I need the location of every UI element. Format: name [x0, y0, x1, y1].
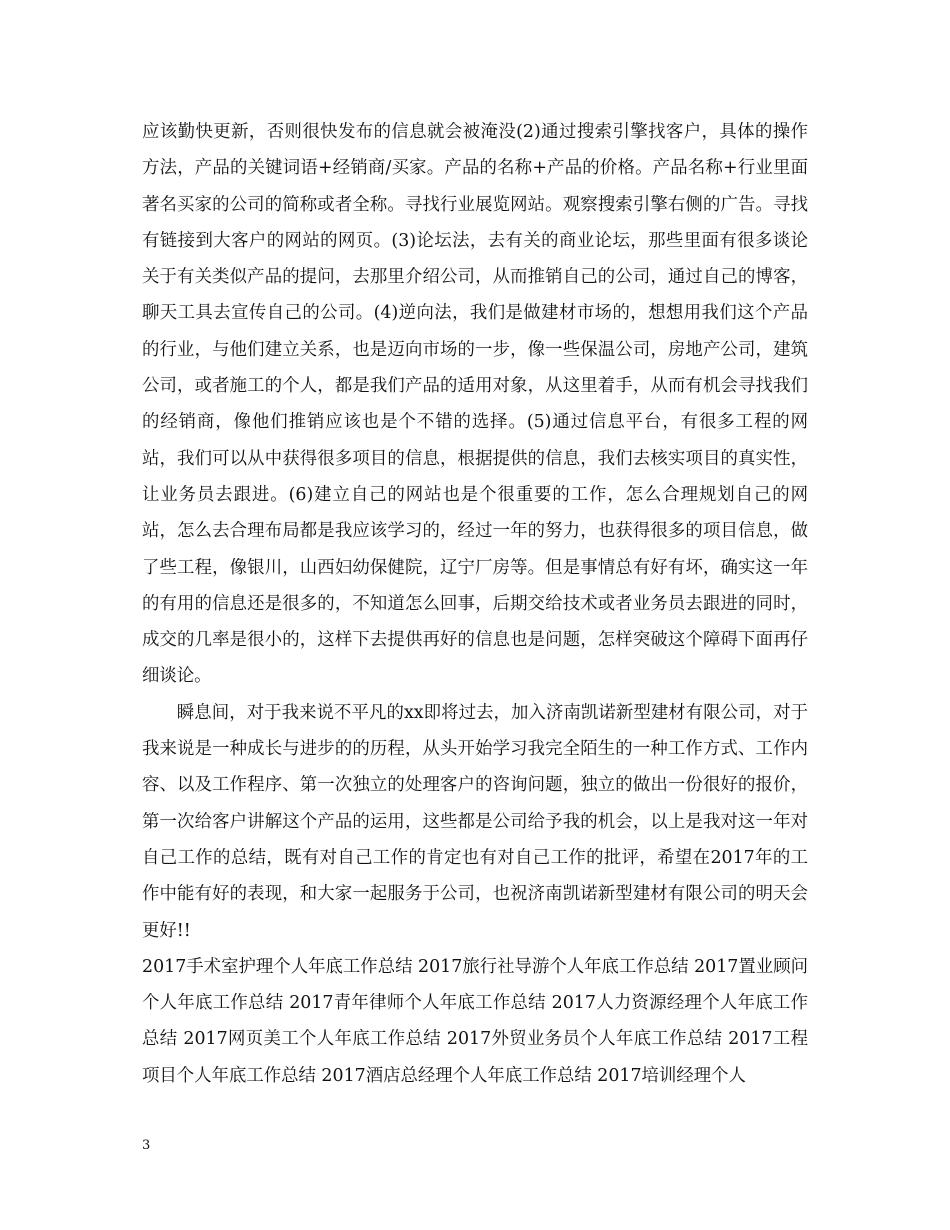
body-text	[142, 114, 808, 1094]
page-number: 3	[142, 1138, 151, 1153]
paragraph-related-titles: 2017手术室护理个人年底工作总结 2017旅行社导游个人年底工作总结 2017置业顾问个人年底工作总结 2017青年律师个人年底工作总结 2017人力资源经理个人年底工作总结 2017网页美工个人年底工作总结 2017外贸业务员个人年底工作总结 2017工程项目个人年底工作总结 2017酒店总经理个人年底工作总结 2017培训经理个人	[142, 956, 808, 1086]
paragraph-year-summary: 瞬息间，对于我来说不平凡的xx即将过去，加入济南凯诺新型建材有限公司，对于我来说是一种成长与进步的的历程，从头开始学习我完全陌生的一种工作方式、工作内容、以及工作程序、第一次独立的处理客户的咨询问题，独立的做出一份很好的报价，第一次给客户讲解这个产品的运用，这些都是公司给予我的机会，以上是我对这一年对自己工作的总结，既有对自己工作的肯定也有对自己工作的批评，希望在2017年的工作中能有好的表现，和大家一起服务于公司，也祝济南凯诺新型建材有限公司的明天会更好!!	[142, 702, 808, 941]
paragraph-customer-methods: 应该勤快更新，否则很快发布的信息就会被淹没(2)通过搜索引擎找客户，具体的操作方法，产品的关键词语+经销商/买家。产品的名称+产品的价格。产品名称+行业里面著名买家的公司的简称或者全称。寻找行业展览网站。观察搜索引擎右侧的广告。寻找有链接到大客户的网站的网页。(3)论坛法，去有关的商业论坛，那些里面有很多谈论关于有关类似产品的提问，去那里介绍公司，从而推销自己的公司，通过自己的博客，聊天工具去宣传自己的公司。(4)逆向法，我们是做建材市场的，想想用我们这个产品的行业，与他们建立关系，也是迈向市场的一步，像一些保温公司，房地产公司，建筑公司，或者施工的个人，都是我们产品的适用对象，从这里着手，从而有机会寻找我们的经销商，像他们推销应该也是个不错的选择。(5)通过信息平台，有很多工程的网站，我们可以从中获得很多项目的信息，根据提供的信息，我们去核实项目的真实性，让业务员去跟进。(6)建立自己的网站也是个很重要的工作，怎么合理规划自己的网站，怎么去合理布局都是我应该学习的，经过一年的努力，也获得很多的项目信息，做了些工程，像银川，山西妇幼保健院，辽宁厂房等。但是事情总有好有坏，确实这一年的有用的信息还是很多的，不知道怎么回事，后期交给技术或者业务员去跟进的同时，成交的几率是很小的，这样下去提供再好的信息也是问题，怎样突破这个障碍下面再仔细谈论。	[142, 122, 808, 687]
